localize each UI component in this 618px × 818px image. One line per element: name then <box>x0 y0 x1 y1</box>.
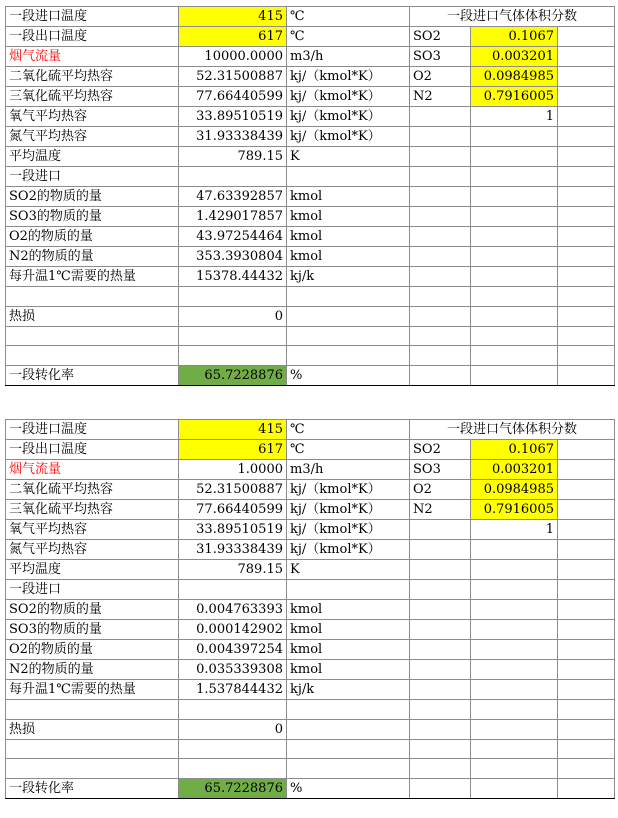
cell-unit[interactable]: kmol <box>287 227 410 247</box>
cell-empty[interactable] <box>287 167 410 187</box>
cell-empty[interactable] <box>410 700 471 720</box>
cell-value[interactable]: 52.31500887 <box>179 480 287 500</box>
cell-conversion-rate-value[interactable]: 65.7228876 <box>179 779 287 799</box>
cell-empty[interactable] <box>558 660 615 680</box>
cell-unit[interactable]: kj/k <box>287 267 410 287</box>
cell-empty[interactable] <box>558 247 615 267</box>
cell-value[interactable]: 0.004763393 <box>179 600 287 620</box>
cell-empty[interactable] <box>558 560 615 580</box>
cell-label[interactable]: 一段转化率 <box>6 779 179 799</box>
cell-value[interactable]: 0.035339308 <box>179 660 287 680</box>
cell-unit[interactable]: kmol <box>287 187 410 207</box>
cell-empty[interactable] <box>471 580 558 600</box>
cell-empty[interactable] <box>558 480 615 500</box>
cell-label[interactable]: 一段出口温度 <box>6 27 179 47</box>
cell-label[interactable]: 三氧化硫平均热容 <box>6 500 179 520</box>
cell-value[interactable]: 31.93338439 <box>179 540 287 560</box>
cell-empty[interactable] <box>6 759 179 779</box>
row-empty <box>6 700 615 720</box>
row-o2-amount <box>6 227 615 247</box>
cell-label[interactable]: 一段进口 <box>6 167 179 187</box>
cell-label-flue-gas[interactable]: 烟气流量 <box>6 47 179 67</box>
cell-label[interactable]: 一段进口温度 <box>6 7 179 27</box>
cell-unit[interactable]: kmol <box>287 620 410 640</box>
cell-gas-name[interactable]: N2 <box>410 500 471 520</box>
cell-label[interactable]: 热损 <box>6 306 179 326</box>
cell-empty[interactable] <box>558 107 615 127</box>
row-so2-heat-capacity <box>6 67 615 87</box>
cell-empty[interactable] <box>410 247 471 267</box>
cell-label[interactable]: O2的物质的量 <box>6 227 179 247</box>
cell-unit[interactable]: kmol <box>287 207 410 227</box>
cell-gas-fraction[interactable]: 0.1067 <box>471 440 558 460</box>
cell-empty[interactable] <box>558 167 615 187</box>
cell-empty[interactable] <box>558 306 615 326</box>
cell-unit[interactable]: kj/（kmol*K） <box>287 480 410 500</box>
cell-empty[interactable] <box>287 759 410 779</box>
cell-empty[interactable] <box>179 700 287 720</box>
cell-label[interactable]: 每升温1℃需要的热量 <box>6 267 179 287</box>
cell-empty[interactable] <box>558 520 615 540</box>
cell-empty[interactable] <box>558 779 615 799</box>
cell-unit[interactable]: ℃ <box>287 420 410 440</box>
cell-empty[interactable] <box>410 540 471 560</box>
row-so3-amount <box>6 207 615 227</box>
cell-unit[interactable]: m3/h <box>287 460 410 480</box>
cell-gas-fraction[interactable]: 0.7916005 <box>471 500 558 520</box>
cell-label[interactable]: 氮气平均热容 <box>6 127 179 147</box>
cell-empty[interactable] <box>558 600 615 620</box>
cell-empty[interactable] <box>558 187 615 207</box>
cell-empty[interactable] <box>558 267 615 287</box>
cell-empty[interactable] <box>558 87 615 107</box>
cell-empty[interactable] <box>410 267 471 287</box>
cell-gas-name[interactable]: SO3 <box>410 47 471 67</box>
cell-empty[interactable] <box>410 147 471 167</box>
cell-empty[interactable] <box>6 700 179 720</box>
cell-empty[interactable] <box>410 660 471 680</box>
cell-unit[interactable]: % <box>287 779 410 799</box>
row-flue-gas-flow <box>6 47 615 67</box>
cell-value[interactable]: 43.97254464 <box>179 227 287 247</box>
cell-empty[interactable] <box>179 346 287 366</box>
cell-empty[interactable] <box>558 620 615 640</box>
cell-inlet-temp-value[interactable]: 415 <box>179 7 287 27</box>
cell-empty[interactable] <box>410 640 471 660</box>
cell-empty[interactable] <box>410 719 471 739</box>
row-so2-amount <box>6 600 615 620</box>
cell-empty[interactable] <box>410 207 471 227</box>
cell-gas-name[interactable]: SO3 <box>410 460 471 480</box>
cell-empty[interactable] <box>410 326 471 346</box>
cell-value[interactable]: 1.429017857 <box>179 207 287 227</box>
cell-empty[interactable] <box>471 700 558 720</box>
cell-unit[interactable]: kj/（kmol*K） <box>287 500 410 520</box>
cell-empty[interactable] <box>410 227 471 247</box>
row-outlet-temp <box>6 440 615 460</box>
cell-unit[interactable]: ℃ <box>287 27 410 47</box>
cell-empty[interactable] <box>410 127 471 147</box>
cell-empty[interactable] <box>179 739 287 759</box>
row-empty <box>6 739 615 759</box>
cell-empty[interactable] <box>558 67 615 87</box>
cell-empty[interactable] <box>287 306 410 326</box>
cell-empty[interactable] <box>471 207 558 227</box>
cell-empty[interactable] <box>179 326 287 346</box>
cell-empty[interactable] <box>410 680 471 700</box>
cell-gas-fraction[interactable]: 0.0984985 <box>471 480 558 500</box>
cell-value[interactable]: 1.537844432 <box>179 680 287 700</box>
cell-empty[interactable] <box>471 560 558 580</box>
cell-label[interactable]: 三氧化硫平均热容 <box>6 87 179 107</box>
cell-label[interactable]: 平均温度 <box>6 560 179 580</box>
cell-unit[interactable]: ℃ <box>287 440 410 460</box>
cell-unit[interactable]: kmol <box>287 660 410 680</box>
row-o2-amount <box>6 640 615 660</box>
cell-gas-fraction[interactable]: 0.003201 <box>471 47 558 67</box>
cell-empty[interactable] <box>471 287 558 307</box>
cell-unit[interactable]: kmol <box>287 600 410 620</box>
cell-empty[interactable] <box>287 326 410 346</box>
cell-label[interactable]: 平均温度 <box>6 147 179 167</box>
cell-conversion-rate-value[interactable]: 65.7228876 <box>179 366 287 386</box>
cell-unit[interactable]: kj/（kmol*K） <box>287 540 410 560</box>
row-section-inlet <box>6 580 615 600</box>
cell-empty[interactable] <box>471 366 558 386</box>
cell-gas-fraction[interactable]: 0.0984985 <box>471 67 558 87</box>
row-average-temp <box>6 560 615 580</box>
cell-empty[interactable] <box>287 346 410 366</box>
cell-label[interactable]: 二氧化硫平均热容 <box>6 480 179 500</box>
cell-label[interactable]: 氮气平均热容 <box>6 540 179 560</box>
cell-empty[interactable] <box>471 779 558 799</box>
cell-label[interactable]: 一段转化率 <box>6 366 179 386</box>
cell-label[interactable]: 氧气平均热容 <box>6 520 179 540</box>
cell-empty[interactable] <box>558 326 615 346</box>
cell-unit[interactable]: kj/（kmol*K） <box>287 127 410 147</box>
row-section-inlet <box>6 167 615 187</box>
spreadsheet-table-2 <box>5 419 615 799</box>
cell-empty[interactable] <box>471 719 558 739</box>
cell-empty[interactable] <box>471 620 558 640</box>
cell-empty[interactable] <box>287 700 410 720</box>
row-inlet-temp <box>6 7 615 27</box>
cell-unit[interactable]: K <box>287 560 410 580</box>
cell-empty[interactable] <box>471 306 558 326</box>
cell-empty[interactable] <box>410 620 471 640</box>
cell-value[interactable]: 0 <box>179 719 287 739</box>
row-flue-gas-flow <box>6 460 615 480</box>
cell-unit[interactable]: kmol <box>287 247 410 267</box>
cell-empty[interactable] <box>471 640 558 660</box>
cell-unit[interactable]: ℃ <box>287 7 410 27</box>
cell-value[interactable]: 0.000142902 <box>179 620 287 640</box>
row-n2-amount <box>6 247 615 267</box>
row-o2-heat-capacity <box>6 107 615 127</box>
cell-empty[interactable] <box>558 147 615 167</box>
cell-empty[interactable] <box>558 580 615 600</box>
row-heat-per-degree <box>6 680 615 700</box>
cell-value[interactable]: 52.31500887 <box>179 67 287 87</box>
cell-label[interactable]: N2的物质的量 <box>6 660 179 680</box>
cell-empty[interactable] <box>410 580 471 600</box>
cell-unit[interactable]: K <box>287 147 410 167</box>
cell-label[interactable]: 二氧化硫平均热容 <box>6 67 179 87</box>
cell-empty[interactable] <box>558 207 615 227</box>
cell-empty[interactable] <box>558 640 615 660</box>
cell-unit[interactable]: kj/k <box>287 680 410 700</box>
cell-outlet-temp-value[interactable]: 617 <box>179 27 287 47</box>
cell-empty[interactable] <box>471 326 558 346</box>
cell-value[interactable]: 15378.44432 <box>179 267 287 287</box>
cell-unit[interactable]: kj/（kmol*K） <box>287 67 410 87</box>
cell-gas-name[interactable]: SO2 <box>410 440 471 460</box>
cell-empty[interactable] <box>471 346 558 366</box>
cell-value[interactable]: 0.004397254 <box>179 640 287 660</box>
cell-value[interactable]: 47.63392857 <box>179 187 287 207</box>
cell-empty[interactable] <box>6 326 179 346</box>
row-empty <box>6 326 615 346</box>
cell-gas-name[interactable]: O2 <box>410 480 471 500</box>
cell-empty[interactable] <box>410 366 471 386</box>
cell-value[interactable]: 789.15 <box>179 147 287 167</box>
cell-empty[interactable] <box>179 167 287 187</box>
cell-value[interactable]: 353.3930804 <box>179 247 287 267</box>
row-n2-amount <box>6 660 615 680</box>
cell-empty[interactable] <box>410 779 471 799</box>
cell-label[interactable]: 一段进口温度 <box>6 420 179 440</box>
row-empty <box>6 346 615 366</box>
cell-gas-name[interactable]: SO2 <box>410 27 471 47</box>
cell-empty[interactable] <box>179 759 287 779</box>
cell-value[interactable]: 33.89510519 <box>179 107 287 127</box>
cell-empty[interactable] <box>410 346 471 366</box>
cell-label[interactable]: 一段出口温度 <box>6 440 179 460</box>
cell-empty[interactable] <box>410 187 471 207</box>
cell-value[interactable]: 789.15 <box>179 560 287 580</box>
cell-gas-fraction[interactable]: 0.003201 <box>471 460 558 480</box>
cell-empty[interactable] <box>410 167 471 187</box>
cell-flow-value[interactable]: 1.0000 <box>179 460 287 480</box>
cell-gas-name[interactable]: N2 <box>410 87 471 107</box>
cell-unit[interactable]: % <box>287 366 410 386</box>
cell-empty[interactable] <box>410 306 471 326</box>
row-so3-heat-capacity <box>6 87 615 107</box>
cell-empty[interactable] <box>558 739 615 759</box>
cell-empty[interactable] <box>410 739 471 759</box>
cell-empty[interactable] <box>558 47 615 67</box>
cell-empty[interactable] <box>471 660 558 680</box>
cell-unit[interactable]: kmol <box>287 640 410 660</box>
cell-empty[interactable] <box>471 759 558 779</box>
cell-value[interactable]: 0 <box>179 306 287 326</box>
cell-empty[interactable] <box>179 580 287 600</box>
cell-empty[interactable] <box>558 227 615 247</box>
cell-label-flue-gas[interactable]: 烟气流量 <box>6 460 179 480</box>
cell-empty[interactable] <box>471 247 558 267</box>
cell-empty[interactable] <box>558 719 615 739</box>
cell-empty[interactable] <box>6 739 179 759</box>
cell-empty[interactable] <box>471 227 558 247</box>
cell-empty[interactable] <box>558 346 615 366</box>
cell-empty[interactable] <box>558 500 615 520</box>
cell-empty[interactable] <box>410 520 471 540</box>
row-so3-amount <box>6 620 615 640</box>
cell-empty[interactable] <box>410 560 471 580</box>
cell-empty[interactable] <box>471 147 558 167</box>
cell-label[interactable]: O2的物质的量 <box>6 640 179 660</box>
row-o2-heat-capacity <box>6 520 615 540</box>
cell-label[interactable]: SO3的物质的量 <box>6 620 179 640</box>
row-conversion-rate <box>6 366 615 386</box>
row-n2-heat-capacity <box>6 127 615 147</box>
spreadsheet-table-1 <box>5 6 615 386</box>
cell-empty[interactable] <box>471 127 558 147</box>
cell-empty[interactable] <box>410 759 471 779</box>
cell-empty[interactable] <box>6 287 179 307</box>
cell-gas-fraction-header[interactable]: 一段进口气体体积分数 <box>410 420 615 440</box>
row-so3-heat-capacity <box>6 500 615 520</box>
cell-fraction-sum[interactable]: 1 <box>471 107 558 127</box>
row-conversion-rate <box>6 779 615 799</box>
cell-value[interactable]: 77.66440599 <box>179 87 287 107</box>
cell-gas-fraction-header[interactable]: 一段进口气体体积分数 <box>410 7 615 27</box>
cell-gas-name[interactable]: O2 <box>410 67 471 87</box>
cell-empty[interactable] <box>471 739 558 759</box>
row-outlet-temp <box>6 27 615 47</box>
cell-empty[interactable] <box>558 27 615 47</box>
cell-empty[interactable] <box>558 287 615 307</box>
cell-empty[interactable] <box>287 287 410 307</box>
cell-flow-value[interactable]: 10000.0000 <box>179 47 287 67</box>
cell-empty[interactable] <box>558 460 615 480</box>
cell-empty[interactable] <box>558 127 615 147</box>
row-heat-loss <box>6 306 615 326</box>
cell-label[interactable]: 一段进口 <box>6 580 179 600</box>
cell-empty[interactable] <box>6 346 179 366</box>
cell-label[interactable]: 氧气平均热容 <box>6 107 179 127</box>
cell-empty[interactable] <box>287 580 410 600</box>
cell-empty[interactable] <box>558 680 615 700</box>
cell-empty[interactable] <box>471 680 558 700</box>
row-inlet-temp <box>6 420 615 440</box>
cell-inlet-temp-value[interactable]: 415 <box>179 420 287 440</box>
row-empty <box>6 287 615 307</box>
row-heat-loss <box>6 719 615 739</box>
cell-label[interactable]: SO2的物质的量 <box>6 187 179 207</box>
row-n2-heat-capacity <box>6 540 615 560</box>
cell-empty[interactable] <box>558 440 615 460</box>
cell-label[interactable]: N2的物质的量 <box>6 247 179 267</box>
cell-outlet-temp-value[interactable]: 617 <box>179 440 287 460</box>
cell-empty[interactable] <box>287 719 410 739</box>
cell-empty[interactable] <box>287 739 410 759</box>
cell-empty[interactable] <box>558 366 615 386</box>
cell-empty[interactable] <box>558 540 615 560</box>
cell-empty[interactable] <box>558 759 615 779</box>
cell-unit[interactable]: m3/h <box>287 47 410 67</box>
cell-label[interactable]: SO2的物质的量 <box>6 600 179 620</box>
cell-empty[interactable] <box>471 167 558 187</box>
cell-empty[interactable] <box>410 107 471 127</box>
row-so2-amount <box>6 187 615 207</box>
cell-empty[interactable] <box>471 540 558 560</box>
cell-fraction-sum[interactable]: 1 <box>471 520 558 540</box>
row-so2-heat-capacity <box>6 480 615 500</box>
cell-value[interactable]: 77.66440599 <box>179 500 287 520</box>
cell-label[interactable]: SO3的物质的量 <box>6 207 179 227</box>
cell-label[interactable]: 热损 <box>6 719 179 739</box>
cell-value[interactable]: 31.93338439 <box>179 127 287 147</box>
row-heat-per-degree <box>6 267 615 287</box>
cell-unit[interactable]: kj/（kmol*K） <box>287 107 410 127</box>
cell-empty[interactable] <box>410 600 471 620</box>
cell-value[interactable]: 33.89510519 <box>179 520 287 540</box>
cell-empty[interactable] <box>471 267 558 287</box>
cell-unit[interactable]: kj/（kmol*K） <box>287 520 410 540</box>
cell-unit[interactable]: kj/（kmol*K） <box>287 87 410 107</box>
cell-empty[interactable] <box>471 187 558 207</box>
cell-gas-fraction[interactable]: 0.1067 <box>471 27 558 47</box>
cell-empty[interactable] <box>410 287 471 307</box>
cell-label[interactable]: 每升温1℃需要的热量 <box>6 680 179 700</box>
cell-empty[interactable] <box>471 600 558 620</box>
cell-gas-fraction[interactable]: 0.7916005 <box>471 87 558 107</box>
row-average-temp <box>6 147 615 167</box>
cell-empty[interactable] <box>558 700 615 720</box>
row-empty <box>6 759 615 779</box>
cell-empty[interactable] <box>179 287 287 307</box>
